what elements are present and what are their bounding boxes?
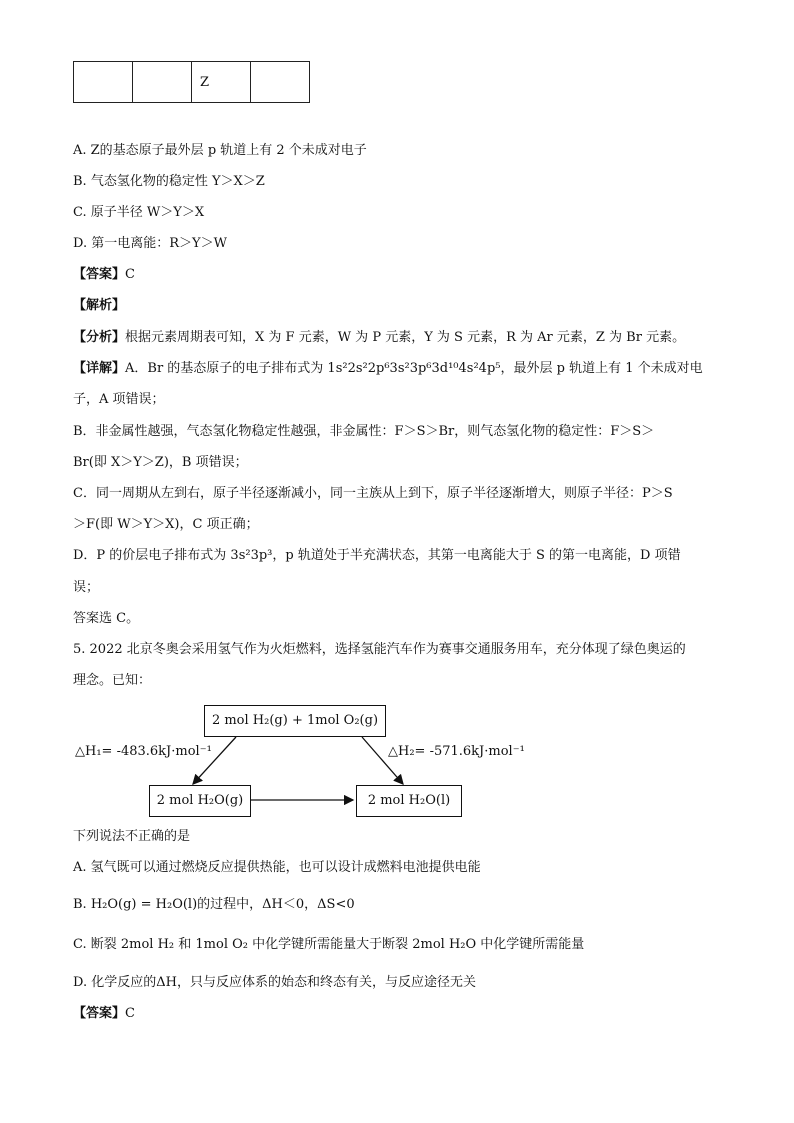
box-water-gas: 2 mol H₂O(g) (149, 785, 251, 817)
xiangjie-tag: 【详解】 (73, 361, 126, 376)
detail-c-1: C．同一周期从左到右，原子半径逐渐减小，同一主族从上到下，原子半径逐渐增大，则原子半径：P＞S (73, 486, 673, 501)
option-c: C. 原子半径 W＞Y＞X (73, 205, 205, 220)
q5-option-d: D. 化学反应的ΔH，只与反应体系的始态和终态有关，与反应途径无关 (73, 975, 476, 990)
detail-line-2: 子，A 项错误； (73, 392, 165, 407)
fenxi-text: 根据元素周期表可知，X 为 F 元素，W 为 P 元素，Y 为 S 元素，R 为 Ar 元素，Z 为 Br 元素。 (125, 330, 686, 345)
box-water-liquid: 2 mol H₂O(l) (356, 785, 462, 817)
q5-option-a: A. 氢气既可以通过燃烧反应提供热能，也可以设计成燃料电池提供电能 (73, 860, 481, 875)
q5-option-b: B. H₂O(g) = H₂O(l)的过程中，ΔH＜0，ΔS<0 (73, 897, 355, 912)
delta-h2-label: △H₂= -571.6kJ·mol⁻¹ (388, 744, 525, 759)
detail-b-2: Br(即 X＞Y＞Z)，B 项错误； (73, 455, 248, 470)
detail-c-2: ＞F(即 W＞Y＞X)，C 项正确； (73, 517, 259, 532)
delta-h1-label: △H₁= -483.6kJ·mol⁻¹ (75, 744, 212, 759)
detail-b-1: B．非金属性越强，气态氢化物稳定性越强，非金属性：F＞S＞Br，则气态氢化物的稳定性：F＞S＞ (73, 424, 655, 439)
option-b: B. 气态氢化物的稳定性 Y＞X＞Z (73, 174, 265, 189)
option-d: D. 第一电离能：R＞Y＞W (73, 236, 227, 251)
box-reactants: 2 mol H₂(g) + 1mol O₂(g) (204, 705, 386, 737)
answer-tag: 【答案】 (73, 267, 126, 282)
detail-d-1: D．P 的价层电子排布式为 3s²3p³，p 轨道处于半充满状态，其第一电离能大于 S 的第一电离能，D 项错 (73, 548, 681, 563)
table-cell: Z (192, 62, 251, 103)
xiangjie-a1: A．Br 的基态原子的电子排布式为 1s²2s²2p⁶3s²3p⁶3d¹⁰4s²4p⁵，最外层 p 轨道上有 1 个未成对电 (125, 361, 703, 376)
option-a: A. Z的基态原子最外层 p 轨道上有 2 个未成对电子 (73, 143, 367, 158)
q5-option-c: C. 断裂 2mol H₂ 和 1mol O₂ 中化学键所需能量大于断裂 2mol H₂O 中化学键所需能量 (73, 937, 585, 952)
q5-answer-line (73, 1004, 135, 1024)
q5-stem-1: 5. 2022 北京冬奥会采用氢气作为火炬燃料，选择氢能汽车作为赛事交通服务用车，充分体现了绿色奥运的 (73, 642, 686, 657)
final-answer: 答案选 C。 (73, 611, 140, 626)
q5-question: 下列说法不正确的是 (73, 829, 191, 844)
q5-answer-tag: 【答案】 (73, 1006, 126, 1021)
detail-d-2: 误； (73, 580, 100, 595)
q5-answer-value: C (125, 1006, 135, 1021)
fenxi-tag: 【分析】 (73, 330, 126, 345)
q5-stem-2: 理念。已知： (73, 673, 152, 688)
answer-value: C (125, 267, 135, 282)
analysis-tag: 【解析】 (73, 298, 126, 313)
